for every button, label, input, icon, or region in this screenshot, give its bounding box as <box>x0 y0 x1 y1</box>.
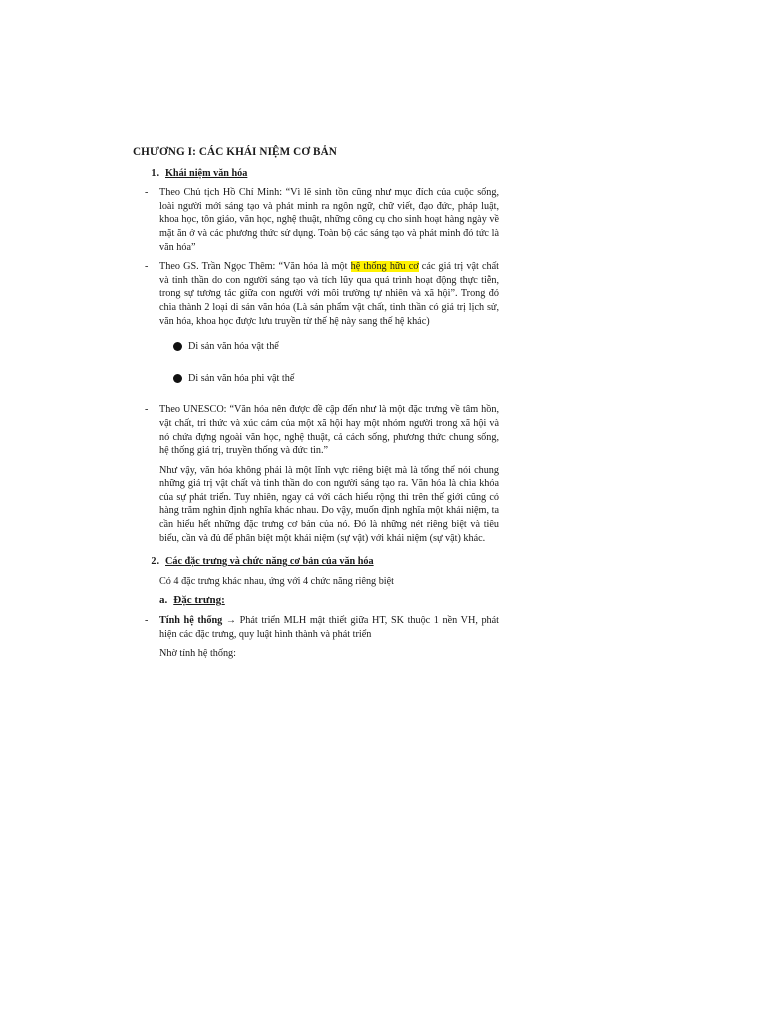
ho-chi-minh-text: Theo Chủ tịch Hồ Chí Minh: “Vì lẽ sinh tồn cũng như mục đích của cuộc sống, loài người mới sáng tạo và phát minh ra ngôn ngữ, chữ viết, đạo đức, pháp luật, khoa học, tôn giáo, văn học, nghệ thuật, những công cụ cho sinh hoạt hàng ngày về mặt ăn ở và các phương thức sử dụng. Toàn bộ các sáng tạo và phát minh đó tức là văn hóa” <box>159 187 499 253</box>
bullet-text: Di sản văn hóa vật thể <box>188 341 279 353</box>
subsection-a-label: a. <box>159 594 168 607</box>
tnt-before: Theo GS. Trần Ngọc Thêm: “Văn hóa là một <box>159 261 351 273</box>
section2-heading <box>133 555 499 569</box>
unesco-definition <box>133 403 499 457</box>
subsection-a-heading <box>159 594 499 608</box>
system-characteristic-label: Tính hệ thống <box>159 615 223 627</box>
system-characteristic-text <box>159 614 499 641</box>
bullet-dot-icon <box>173 342 182 351</box>
section1-heading <box>133 167 499 181</box>
bullet-dot-icon <box>173 374 182 383</box>
bullet-text: Di sản văn hóa phi vật thể <box>188 372 295 384</box>
section1-number: 1. <box>151 167 159 179</box>
highlighted-phrase: hệ thống hữu cơ <box>350 261 419 273</box>
tran-ngoc-them-text <box>159 260 499 328</box>
section2-number: 2. <box>151 556 159 568</box>
system-characteristic-item <box>133 614 499 641</box>
section2-title: Các đặc trưng và chức năng cơ bản của văn hóa <box>165 556 374 568</box>
bullet-tangible-heritage <box>173 340 499 354</box>
tran-ngoc-them-definition <box>133 260 499 328</box>
system-characteristic-desc: Phát triển MLH mật thiết giữa HT, SK thuộc 1 nền VH, phát hiện các đặc trưng, quy luật hình thành và phát triển <box>159 615 500 640</box>
closing-line: Nhờ tính hệ thống: <box>159 648 236 660</box>
bullet-intangible-heritage <box>173 372 499 386</box>
section2-intro: Có 4 đặc trưng khác nhau, ứng với 4 chức năng riêng biệt <box>159 575 394 587</box>
document-content <box>133 146 499 667</box>
summary-paragraph: Như vậy, văn hóa không phải là một lĩnh vực riêng biệt mà là tổng thể nói chung những giá trị vật chất và tinh thần do con người sáng tạo ra. Văn hóa là chìa khóa của sự phát triển. Tuy nhiên, ngay cả với cách hiểu rộng thì trên thế giới cũng có hàng trăm nghìn định nghĩa khác nhau. Do vậy, muốn định nghĩa một khái niệm, ta cần hiểu hết những đặc trưng cơ bản của nó. Đó là những nét riêng biệt và tiêu biểu, cần và đủ để phân biệt một khái niệm (sự vật) với khái niệm (sự vật) khác. <box>159 464 499 544</box>
section1-title: Khái niệm văn hóa <box>165 167 248 179</box>
unesco-text: Theo UNESCO: “Văn hóa nên được đề cập đến như là một đặc trưng về tâm hồn, vật chất, tri thức và xúc cảm của một xã hội hay một nhóm người trong xã hội và nó chứa đựng ngoài văn học, nghệ thuật, cả cách sống, phương thức chung sống, hệ thống giá trị, truyền thống và đức tin.” <box>159 404 499 457</box>
dash-marker: - <box>145 404 149 416</box>
dash-marker: - <box>145 187 149 199</box>
dash-marker: - <box>145 615 149 627</box>
subsection-a-title: Đặc trưng: <box>173 594 225 607</box>
chapter-title: CHƯƠNG I: CÁC KHÁI NIỆM CƠ BẢN <box>133 146 337 158</box>
ho-chi-minh-definition <box>133 186 499 254</box>
tnt-after: các giá trị vật chất và tinh thần do con người sáng tạo và tích lũy qua quá trình hoạt động thực tiễn, trong sự tương tác giữa con người với môi trường tự nhiên và xã hội”. Trong đó chia thành 2 loại di sản văn hóa (Là sản phẩm vật chất, tinh thần có giá trị lịch sử, văn hóa, khoa học được lưu truyền từ thế hệ này sang thế hệ khác) <box>159 261 499 327</box>
dash-marker: - <box>145 261 149 273</box>
arrow-icon: → <box>222 615 240 627</box>
